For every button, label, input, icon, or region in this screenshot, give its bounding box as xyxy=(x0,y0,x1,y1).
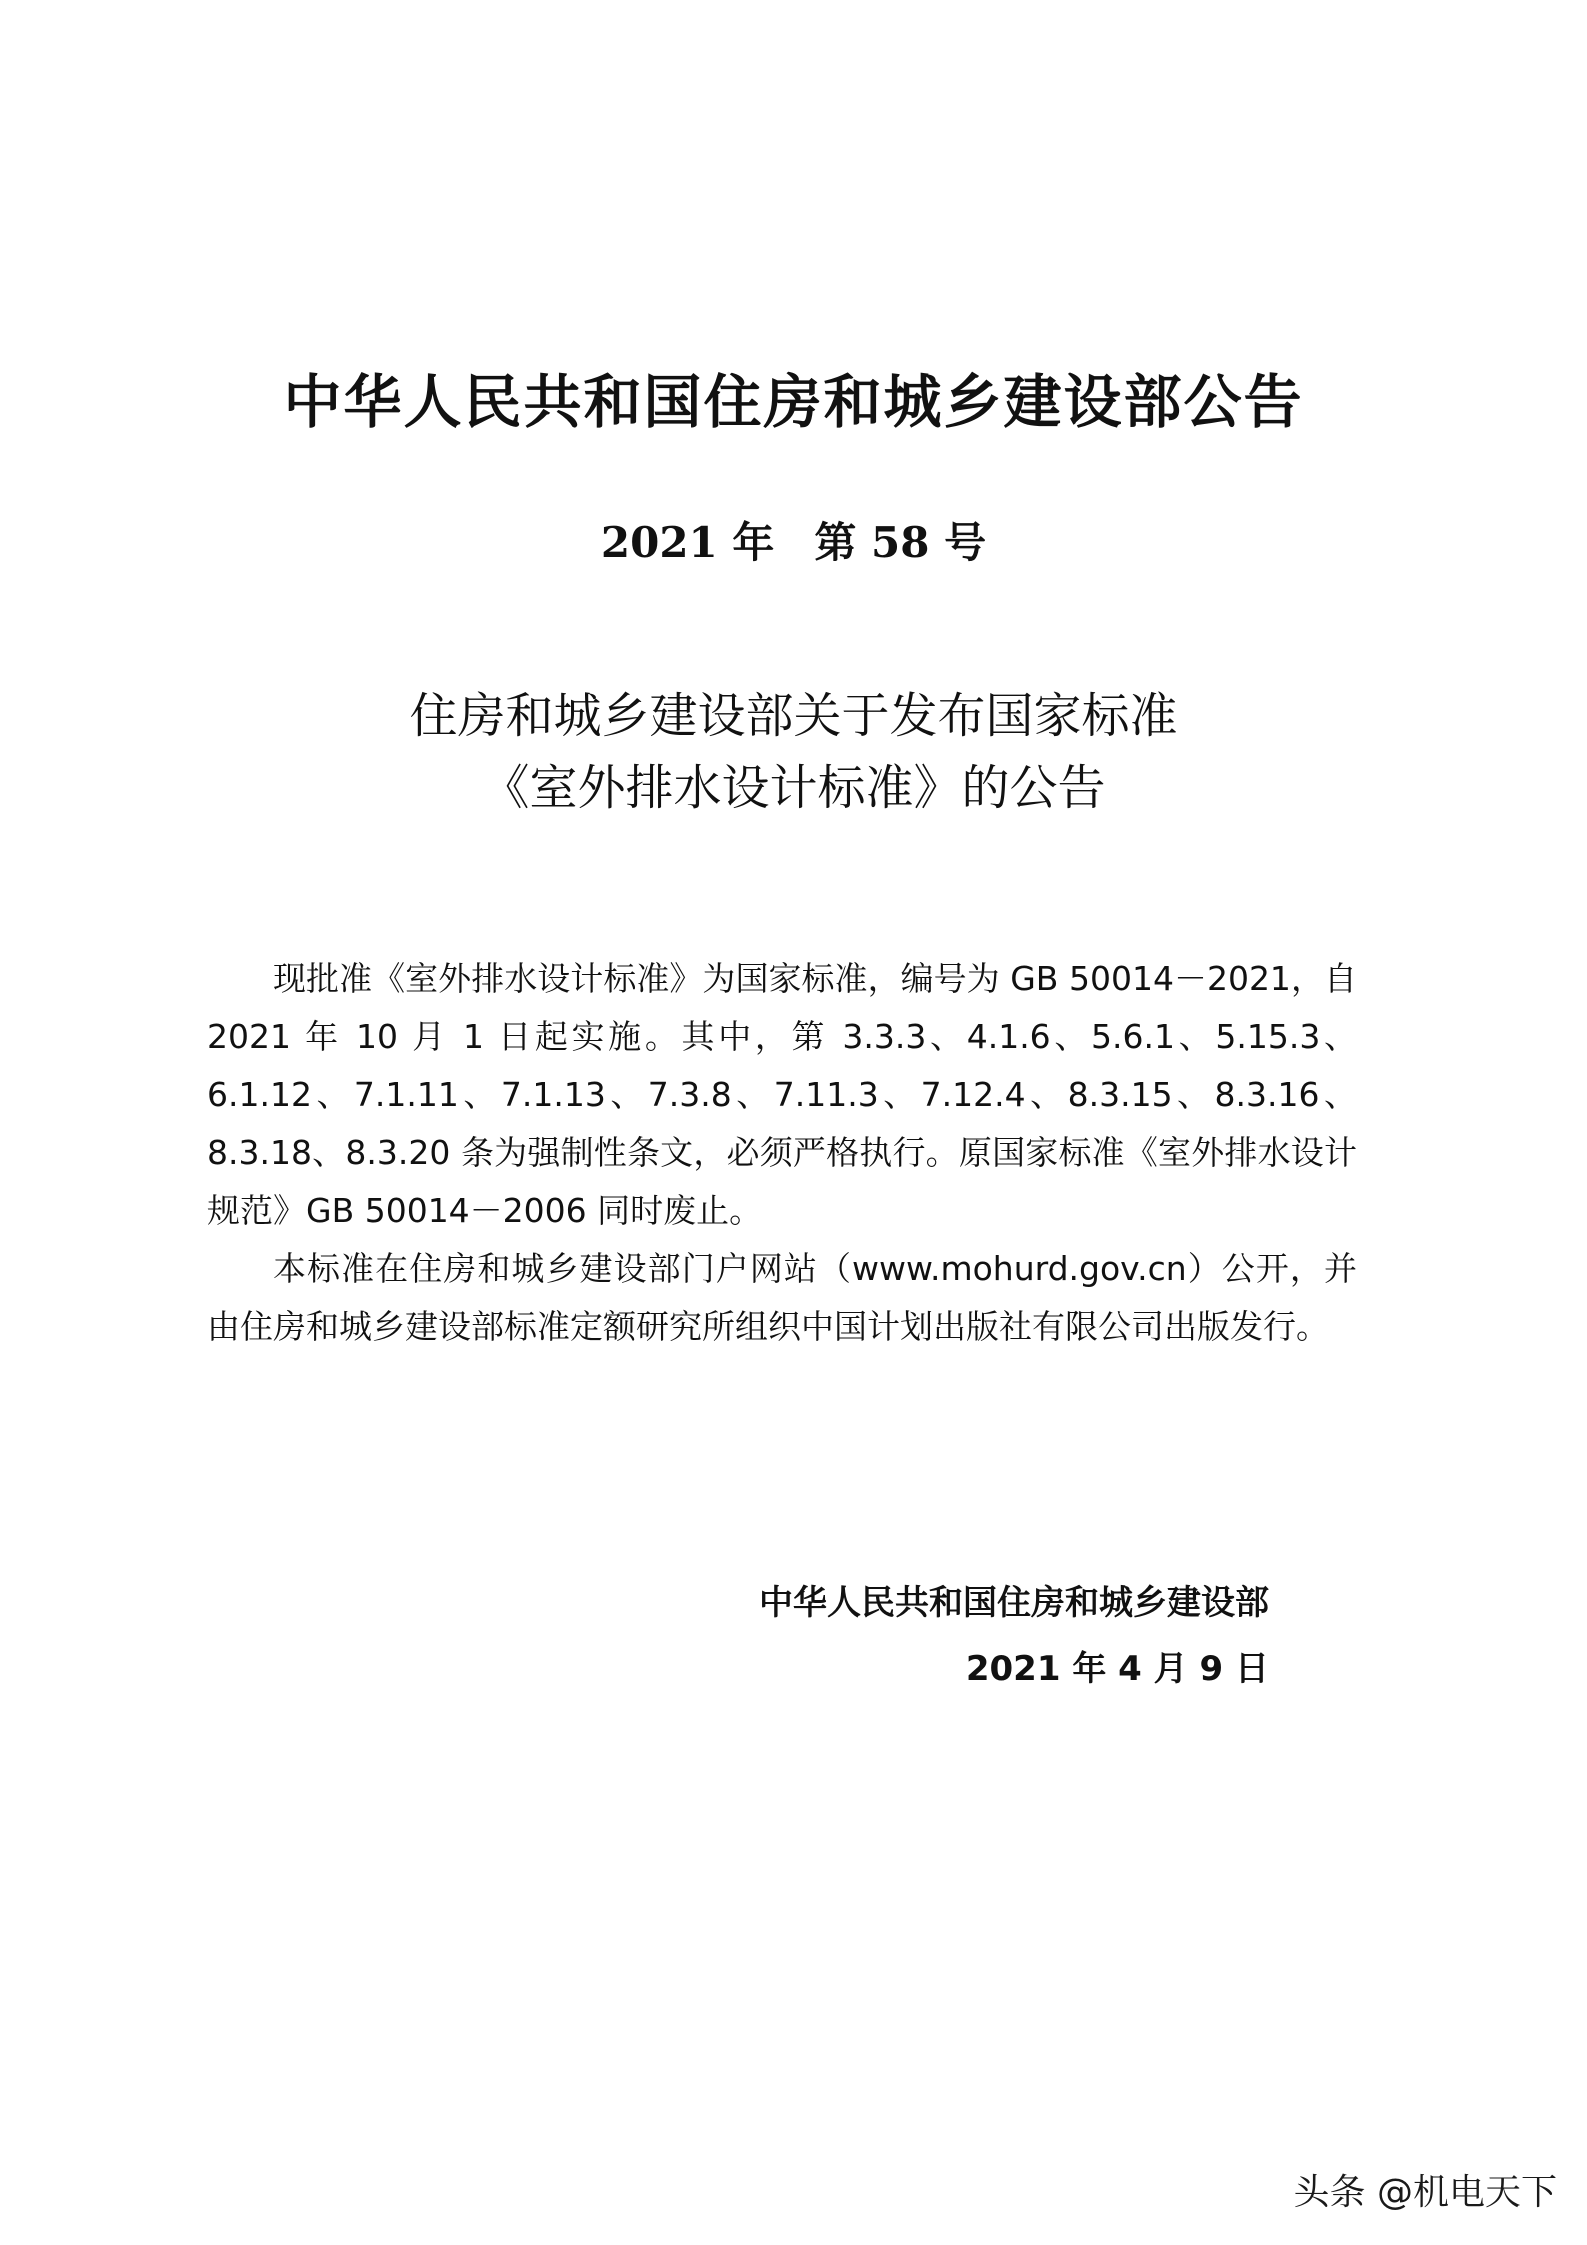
announcement-body xyxy=(207,950,1357,1356)
signature-block xyxy=(759,1570,1269,1702)
body-paragraph-1: 现批准《室外排水设计标准》为国家标准，编号为 GB 50014－2021，自 2021 年 10 月 1 日起实施。其中，第 3.3.3、4.1.6、5.6.1、5.15.3、6.1.12、7.1.11、7.1.13、7.3.8、7.11.3、7.12.4、8.3.15、8.3.16、8.3.18、8.3.20 条为强制性条文，必须严格执行。原国家标准《室外排水设计规范》GB 50014－2006 同时废止。 xyxy=(207,959,1357,1230)
announcement-subtitle xyxy=(0,680,1587,824)
body-paragraph-2: 本标准在住房和城乡建设部门户网站（www.mohurd.gov.cn）公开，并由住房和城乡建设部标准定额研究所组织中国计划出版社有限公司出版发行。 xyxy=(207,1249,1357,1346)
signature-date: 2021 年 4 月 9 日 xyxy=(965,1649,1269,1689)
issue-line xyxy=(0,510,1587,570)
subtitle-line-2: 《室外排水设计标准》的公告 xyxy=(481,760,1106,816)
issue-year: 2021 年 xyxy=(600,518,775,567)
watermark: 头条 @机电天下 xyxy=(1293,2172,1557,2213)
signatory: 中华人民共和国住房和城乡建设部 xyxy=(759,1583,1269,1623)
issue-number: 第 58 号 xyxy=(814,518,987,567)
announcement-header-title: 中华人民共和国住房和城乡建设部公告 xyxy=(283,368,1304,436)
subtitle-line-1: 住房和城乡建设部关于发布国家标准 xyxy=(409,688,1178,744)
